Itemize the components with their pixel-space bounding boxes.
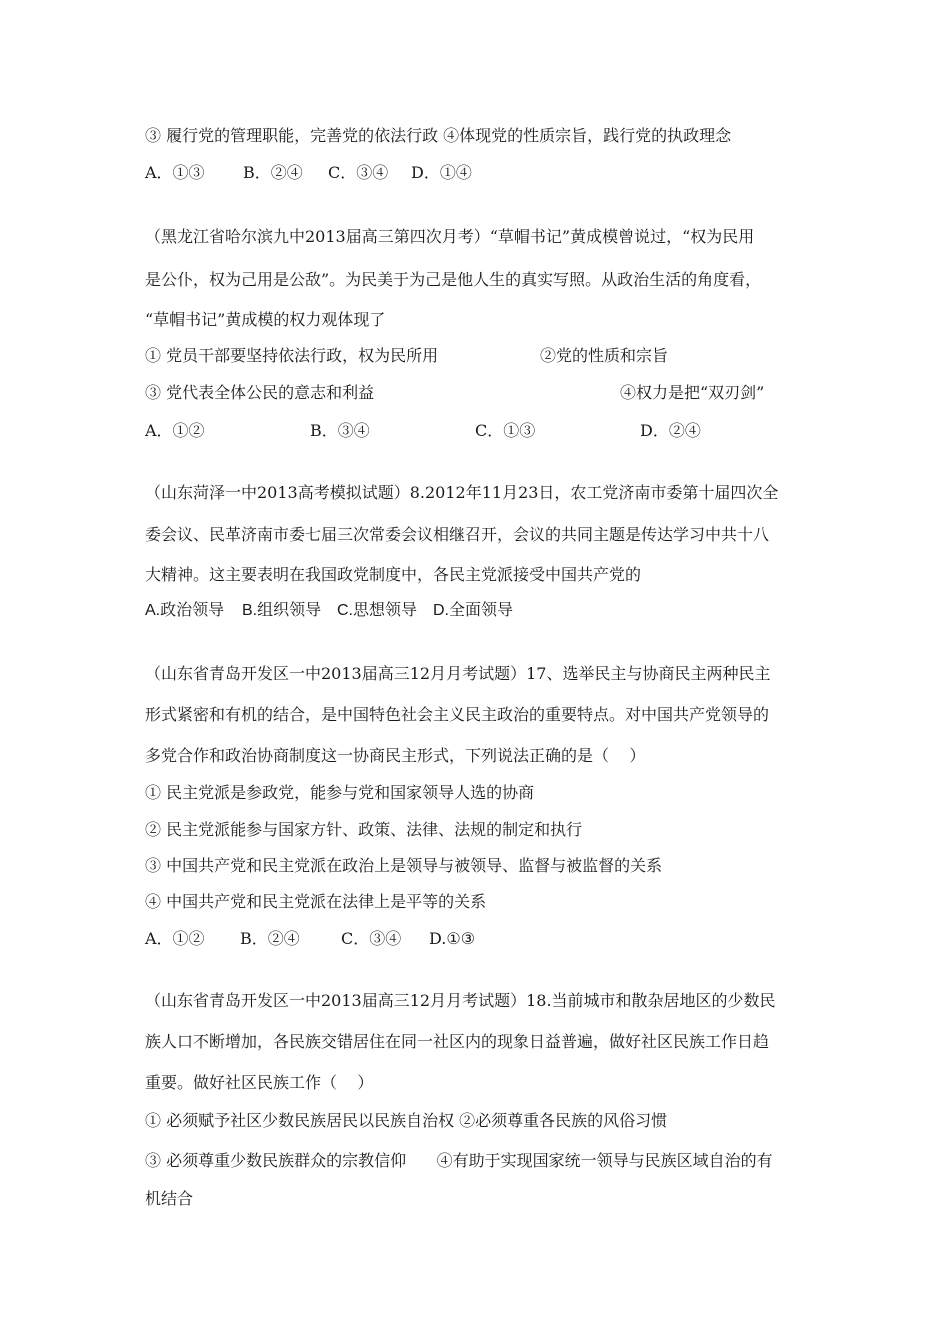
q3-stem-line-2: 形式紧密和有机的结合，是中国特色社会主义民主政治的重要特点。对中国共产党领导的 — [145, 705, 770, 724]
q1-option-a: A．①② — [145, 421, 205, 440]
q4-choice-line-1: ① 必须赋予社区少数民族居民以民族自治权 ②必须尊重各民族的风俗习惯 — [145, 1111, 668, 1130]
q3-option-b: B．②④ — [240, 929, 300, 948]
q4-stem-line-3: 重要。做好社区民族工作（ ） — [145, 1073, 374, 1092]
q2-option-b: B.组织领导 — [242, 602, 322, 619]
q1-stem-line-3: “草帽书记”黄成模的权力观体现了 — [145, 310, 386, 329]
q2-option-a: A.政治领导 — [145, 602, 225, 619]
q0-option-b: B．②④ — [243, 163, 303, 182]
q3-stem-line-3: 多党合作和政治协商制度这一协商民主形式，下列说法正确的是（ ） — [145, 746, 646, 765]
q3-stem-line-1: （山东省青岛开发区一中2013届高三12月月考试题）17、选举民主与协商民主两种民主 — [145, 664, 771, 683]
q1-choice-3: ③ 党代表全体公民的意志和利益 — [145, 383, 375, 402]
q4-stem-line-1: （山东省青岛开发区一中2013届高三12月月考试题）18.当前城市和散杂居地区的少数民 — [145, 991, 776, 1010]
q1-option-b: B．③④ — [310, 421, 370, 440]
q0-option-a: A．①③ — [145, 163, 205, 182]
q2-stem-line-3: 大精神。这主要表明在我国政党制度中，各民主党派接受中国共产党的 — [145, 565, 642, 584]
q3-option-a: A．①② — [145, 929, 205, 948]
q4-choice-line-2: ③ 必须尊重少数民族群众的宗教信仰 ④有助于实现国家统一领导与民族区域自治的有 — [145, 1151, 773, 1170]
q1-choice-1: ① 党员干部要坚持依法行政，权为民所用 — [145, 346, 439, 365]
q3-choice-2: ② 民主党派能参与国家方针、政策、法律、法规的制定和执行 — [145, 820, 583, 839]
q3-choice-3: ③ 中国共产党和民主党派在政治上是领导与被领导、监督与被监督的关系 — [145, 856, 663, 875]
q3-choice-4: ④ 中国共产党和民主党派在法律上是平等的关系 — [145, 892, 487, 911]
q2-stem-line-2: 委会议、民革济南市委七届三次常委会议相继召开，会议的共同主题是传达学习中共十八 — [145, 525, 770, 544]
q4-stem-line-2: 族人口不断增加，各民族交错居住在同一社区内的现象日益普遍，做好社区民族工作日趋 — [145, 1032, 770, 1051]
q2-stem-line-1: （山东菏泽一中2013高考模拟试题）8.2012年11月23日，农工党济南市委第十届四次全 — [145, 483, 779, 502]
q1-choice-2: ②党的性质和宗旨 — [540, 346, 669, 365]
q1-choice-4: ④权力是把“双刃剑” — [620, 383, 765, 402]
q2-option-d: D.全面领导 — [433, 602, 514, 619]
q1-option-d: D．②④ — [640, 421, 701, 440]
q2-option-c: C.思想领导 — [337, 602, 418, 619]
q0-option-c: C．③④ — [328, 163, 389, 182]
q3-choice-1: ① 民主党派是参政党，能参与党和国家领导人选的协商 — [145, 783, 535, 802]
q3-option-c: C．③④ — [341, 929, 402, 948]
q0-choice-line: ③ 履行党的管理职能，完善党的依法行政 ④体现党的性质宗旨，践行党的执政理念 — [145, 126, 732, 145]
q3-option-d: D.①③ — [429, 929, 476, 948]
q0-option-d: D．①④ — [411, 163, 472, 182]
q1-option-c: C．①③ — [475, 421, 536, 440]
q1-stem-line-1: （黑龙江省哈尔滨九中2013届高三第四次月考）“草帽书记”黄成模曾说过，“权为民用 — [145, 227, 755, 246]
q4-choice-line-3: 机结合 — [145, 1189, 194, 1208]
q1-stem-line-2: 是公仆，权为己用是公敌”。为民美于为己是他人生的真实写照。从政治生活的角度看， — [145, 270, 762, 289]
